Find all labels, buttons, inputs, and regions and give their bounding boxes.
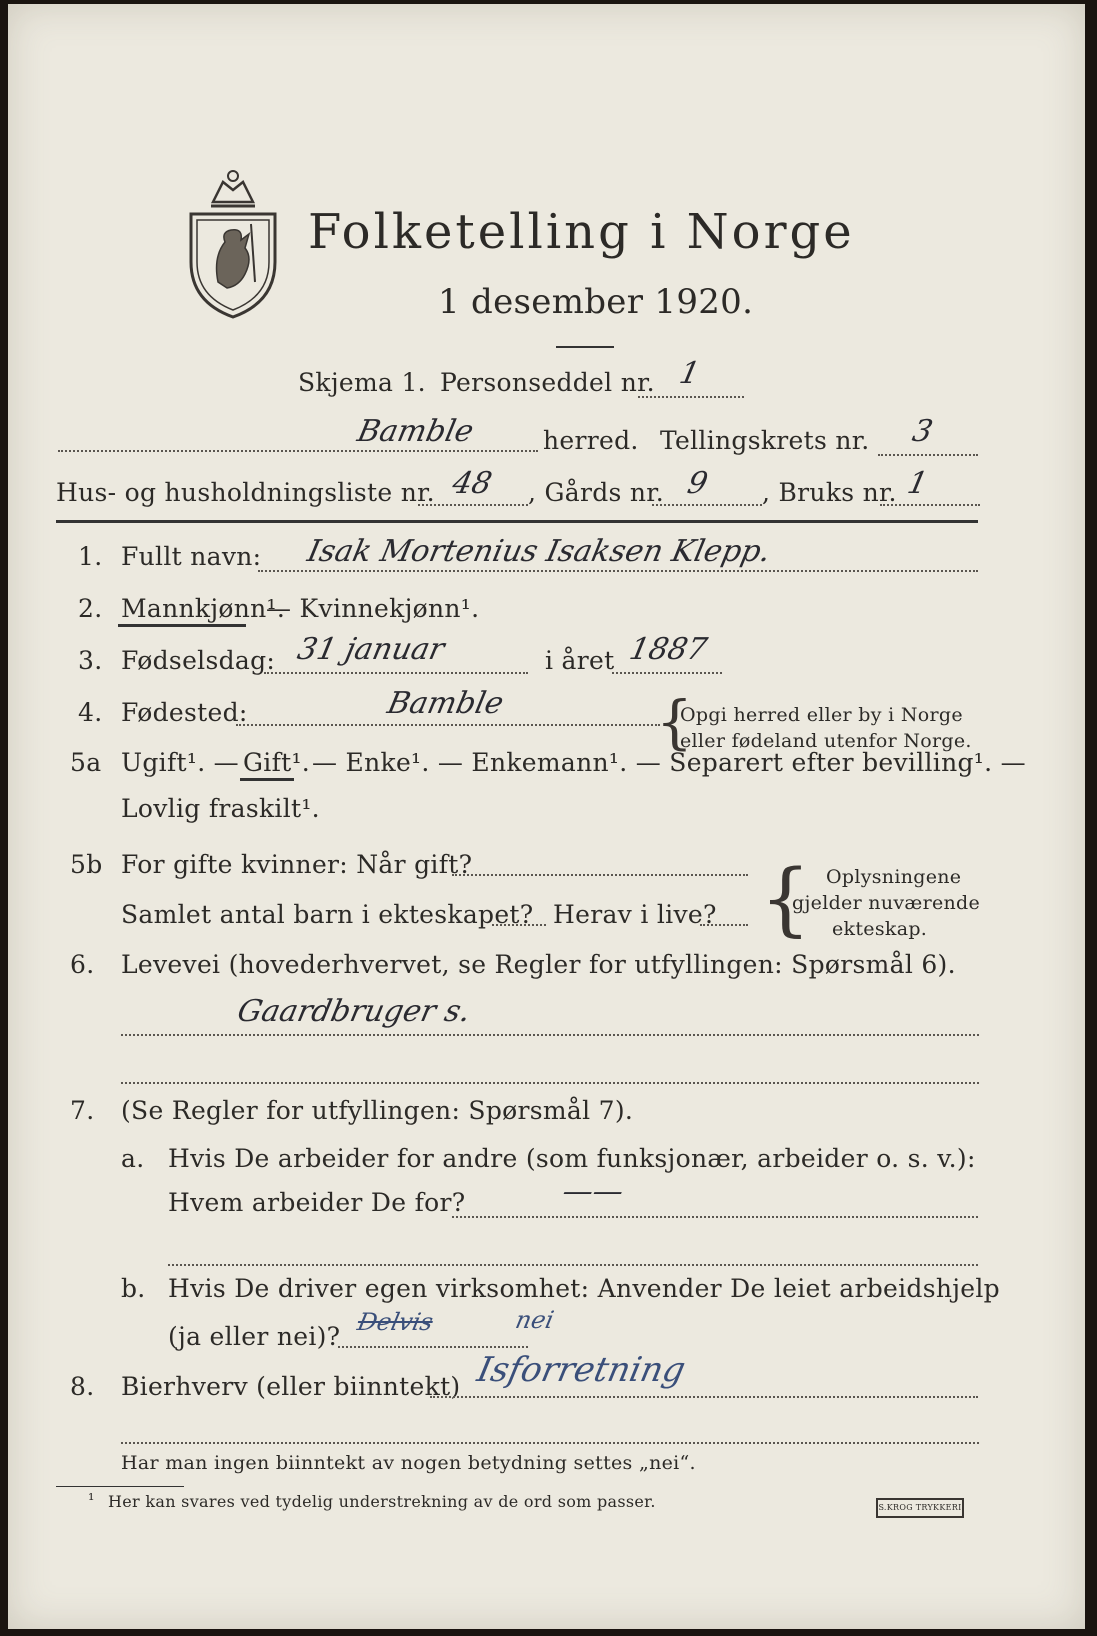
footnote-mark: ¹ bbox=[88, 1490, 95, 1509]
q3-year-label: i året bbox=[545, 646, 615, 675]
herred-label: herred. bbox=[543, 426, 639, 455]
q8-value: Isforretning bbox=[473, 1350, 689, 1390]
bruks-label: , Bruks nr. bbox=[762, 478, 897, 507]
q7b-line2-fill bbox=[338, 1346, 528, 1348]
title-divider bbox=[556, 346, 614, 348]
bruks-line bbox=[880, 504, 980, 506]
q5b-note1: Oplysningene bbox=[826, 866, 962, 888]
q4-note-line1: Opgi herred eller by i Norge bbox=[680, 704, 963, 726]
q1-label: Fullt navn: bbox=[121, 542, 262, 571]
q7-label: (Se Regler for utfyllingen: Spørsmål 7). bbox=[121, 1096, 634, 1125]
q3-year-value: 1887 bbox=[626, 632, 711, 667]
q8-number: 8. bbox=[70, 1372, 95, 1401]
q7a-number: a. bbox=[121, 1144, 145, 1173]
tellingskrets-value: 3 bbox=[909, 414, 936, 449]
q5a-other-options: — Enke¹. — Enkemann¹. — Separert efter bevilling¹. — bbox=[312, 748, 1026, 777]
q3-number: 3. bbox=[78, 646, 103, 675]
q5b-line2a: Samlet antal barn i ekteskapet? bbox=[121, 900, 534, 929]
herred-value: Bamble bbox=[354, 414, 477, 449]
q5b-line1-fill bbox=[452, 874, 748, 876]
q8-line1 bbox=[430, 1396, 978, 1398]
q4-brace: { bbox=[656, 688, 693, 756]
q3-year-line bbox=[612, 672, 722, 674]
q5a-ugift-option: Ugift¹. — bbox=[121, 748, 239, 777]
q4-line bbox=[236, 724, 660, 726]
form-date: 1 desember 1920. bbox=[438, 282, 754, 322]
q7a-value: —— bbox=[559, 1174, 627, 1209]
q2-number: 2. bbox=[78, 594, 103, 623]
q5b-brace: { bbox=[760, 852, 811, 945]
q3-day-value: 31 januar bbox=[294, 632, 448, 667]
q1-value: Isak Mortenius Isaksen Klepp. bbox=[304, 534, 774, 569]
q6-number: 6. bbox=[70, 950, 95, 979]
q7a-line2: Hvem arbeider De for? bbox=[168, 1188, 466, 1217]
q6-label: Levevei (hovederhvervet, se Regler for utfyllingen: Spørsmål 6). bbox=[121, 950, 956, 979]
herred-line bbox=[58, 450, 538, 452]
footnote-text: Her kan svares ved tydelig understrekning av de ord som passer. bbox=[108, 1492, 656, 1511]
q2-female-option: — Kvinnekjønn¹. bbox=[266, 594, 480, 623]
q7b-line2: (ja eller nei)? bbox=[168, 1322, 341, 1351]
q7a-line1: Hvis De arbeider for andre (som funksjonær, arbeider o. s. v.): bbox=[168, 1144, 976, 1173]
gards-label: , Gårds nr. bbox=[528, 478, 665, 507]
q1-number: 1. bbox=[78, 542, 103, 571]
census-form bbox=[8, 4, 1085, 1629]
q4-number: 4. bbox=[78, 698, 103, 727]
personseddel-label: Personseddel nr. bbox=[440, 368, 655, 397]
q3-day-line bbox=[264, 672, 528, 674]
q5b-number: 5b bbox=[70, 850, 103, 879]
q5b-line1: For gifte kvinner: Når gift? bbox=[121, 850, 473, 879]
q7-number: 7. bbox=[70, 1096, 95, 1125]
norway-coat-of-arms-icon bbox=[183, 162, 283, 322]
tellingskrets-line bbox=[878, 454, 978, 456]
q6-value: Gaardbruger s. bbox=[234, 994, 474, 1029]
bruks-value: 1 bbox=[904, 466, 931, 501]
husliste-label: Hus- og husholdningsliste nr. bbox=[56, 478, 435, 507]
footnote-divider bbox=[56, 1486, 184, 1487]
husliste-line bbox=[418, 504, 528, 506]
q3-label: Fødselsdag: bbox=[121, 646, 276, 675]
q7a-line2-fill bbox=[452, 1216, 978, 1218]
q5b-note2: gjelder nuværende bbox=[792, 892, 981, 914]
q7b-value: nei bbox=[513, 1306, 557, 1334]
q7b-struck-value: Delvis bbox=[355, 1308, 436, 1336]
q1-line bbox=[258, 570, 978, 572]
footer-note: Har man ingen biinntekt av nogen betydning settes „nei“. bbox=[121, 1452, 696, 1474]
husliste-value: 48 bbox=[449, 466, 495, 501]
q7a-extra-line bbox=[168, 1264, 978, 1266]
schema-label: Skjema 1. bbox=[298, 368, 426, 397]
q8-label: Bierhverv (eller biinntekt) bbox=[121, 1372, 461, 1401]
q5a-fraskilt-option: Lovlig fraskilt¹. bbox=[121, 794, 320, 823]
q8-line2 bbox=[121, 1442, 979, 1444]
q5b-note3: ekteskap. bbox=[832, 918, 928, 940]
q4-value: Bamble bbox=[384, 686, 507, 721]
q7b-line1: Hvis De driver egen virksomhet: Anvender De leiet arbeidshjelp bbox=[168, 1274, 1000, 1303]
q2-male-underline bbox=[118, 624, 246, 627]
gards-value: 9 bbox=[684, 466, 711, 501]
q7b-number: b. bbox=[121, 1274, 146, 1303]
personseddel-value: 1 bbox=[676, 356, 703, 391]
q2-male-option: Mannkjønn¹. bbox=[121, 594, 286, 623]
q5b-line2a-fill bbox=[492, 924, 546, 926]
form-title: Folketelling i Norge bbox=[308, 204, 855, 260]
q5a-gift-underline bbox=[240, 778, 294, 781]
q5a-number: 5a bbox=[70, 748, 102, 777]
tellingskrets-label: Tellingskrets nr. bbox=[660, 426, 870, 455]
q6-line1 bbox=[121, 1034, 979, 1036]
q4-label: Fødested: bbox=[121, 698, 248, 727]
q5b-line2b-fill bbox=[700, 924, 748, 926]
printer-stamp: S.KROG TRYKKERI bbox=[876, 1498, 964, 1518]
gards-line bbox=[652, 504, 762, 506]
q5b-line2b: Herav i live? bbox=[553, 900, 717, 929]
q4-note-line2: eller fødeland utenfor Norge. bbox=[680, 730, 972, 752]
personseddel-line bbox=[638, 396, 744, 398]
section-divider bbox=[56, 520, 978, 523]
q6-line2 bbox=[121, 1082, 979, 1084]
q5a-gift-option: Gift¹. bbox=[243, 748, 311, 777]
